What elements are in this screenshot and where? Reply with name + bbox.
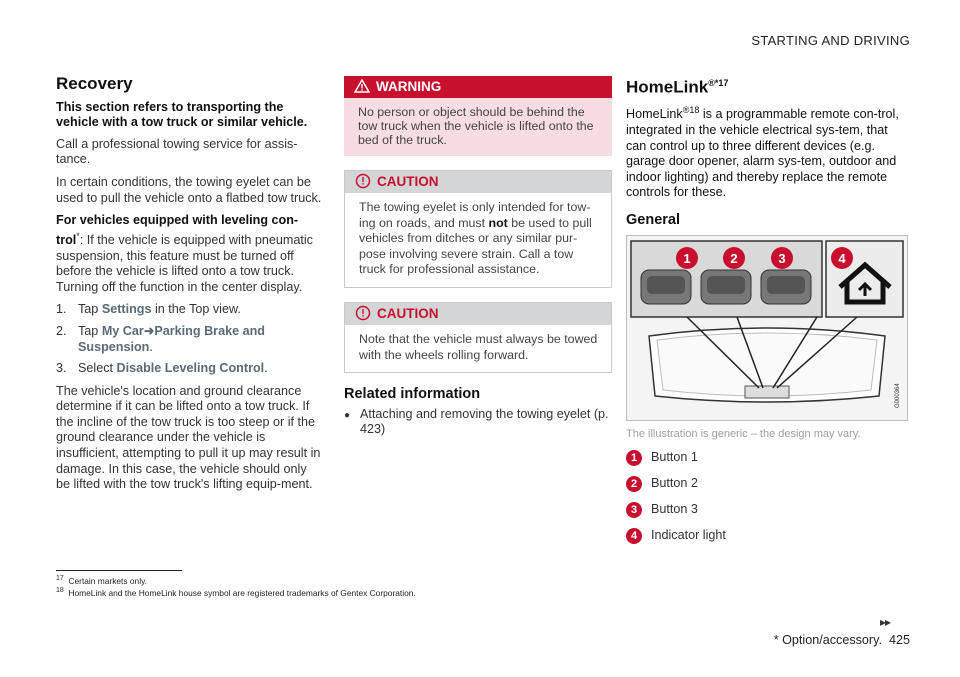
homelink-title-sup: ®*17 (708, 78, 729, 88)
caution-text-1 (345, 193, 611, 287)
step-item (56, 361, 322, 377)
option-star: * (76, 230, 80, 241)
caution-icon (355, 173, 371, 189)
legend-badge: 4 (626, 528, 642, 544)
my-car-link[interactable]: My Car (101, 323, 144, 338)
caution-label-2: CAUTION (377, 305, 439, 321)
warning-text: No person or object should be behind the tow truck when the vehicle is lifted onto the bed of the truck. (344, 98, 612, 156)
related-item[interactable] (344, 407, 612, 438)
leveling-control-heading: For vehicles equipped with leveling con-trol (56, 213, 299, 247)
footnotes (56, 574, 656, 598)
step-item (56, 324, 322, 355)
footnote-number: 17 (56, 575, 64, 582)
page-footer (760, 633, 910, 647)
marker-4: 4 (838, 250, 846, 266)
legend-badge: 3 (626, 502, 642, 518)
caution-box-2 (344, 302, 612, 373)
marker-2: 2 (730, 250, 738, 266)
legend-badge: 1 (626, 450, 642, 466)
homelink-column (626, 76, 909, 554)
caution-bold-not: not (488, 215, 508, 230)
legend-item (626, 502, 909, 518)
step-item (56, 302, 322, 318)
footnote-divider (56, 570, 182, 571)
homelink-title-text: HomeLink (626, 77, 709, 97)
general-title: General (626, 212, 680, 228)
step-text: in the Top view. (151, 302, 241, 317)
legend-label: Button 1 (651, 450, 698, 465)
legend-item (626, 528, 909, 544)
step-text: Select (78, 361, 117, 376)
homelink-panel-illustration (627, 236, 907, 420)
caution-icon (355, 305, 371, 321)
homelink-illustration (626, 235, 908, 421)
disable-leveling-control-link[interactable]: Disable Leveling Control (116, 361, 265, 376)
next-page-icon[interactable]: ▸▸ (880, 615, 891, 629)
legend-badge: 2 (626, 476, 642, 492)
parking-brake-suspension-link[interactable]: Parking Brake and Suspension (78, 323, 265, 354)
legend-label: Button 3 (651, 502, 698, 517)
page-header-section: STARTING AND DRIVING (751, 33, 910, 48)
step-text: . (264, 361, 268, 376)
marker-3: 3 (778, 250, 786, 266)
recovery-lead: This section refers to transporting the vehicle with a tow truck or similar vehicle. (56, 99, 308, 130)
homelink-intro (626, 103, 909, 201)
step-text: Tap (78, 302, 102, 317)
homelink-intro-text: is a programmable remote con-trol, integrated in the vehicle electrical sys-tem, that can control up to three different devices (e.g. garage door opener, alarm sys-tem, outdoor and indoor lighting) and thereby replace the remote controls for these. (626, 107, 899, 200)
legend-label: Button 2 (651, 476, 698, 491)
caution-text-part: The towing eyelet is only intended for tow-ing on roads, and must (359, 200, 591, 230)
settings-link[interactable]: Settings (101, 302, 152, 317)
warning-box (344, 76, 612, 156)
recovery-paragraph-1: Call a professional towing service for assis-tance. (56, 136, 298, 167)
homelink-title (626, 76, 909, 95)
caution-text-part: be used to pull vehicles from ditches or any similar pur-pose involving severe strain. Call a tow truck for professional assistance. (359, 215, 592, 277)
leveling-control-text: : If the vehicle is equipped with pneumatic suspension, this feature must be turned off before the vehicle is lifted onto a tow truck. Turning off the function in the center display. (56, 232, 313, 294)
notices-column (344, 76, 612, 438)
related-link[interactable]: Attaching and removing the towing eyelet (p. 423) (360, 406, 609, 437)
recovery-paragraph-3 (56, 213, 322, 295)
marker-1: 1 (683, 250, 691, 266)
recovery-column (56, 76, 322, 500)
step-number: 1. (56, 302, 67, 317)
step-number: 3. (56, 361, 67, 376)
figure-caption: The illustration is generic – the design may vary. (626, 427, 861, 440)
footnote-text: HomeLink and the HomeLink house symbol are registered trademarks of Gentex Corporation. (68, 587, 416, 598)
footnote-number: 18 (56, 586, 64, 594)
arrow-right-icon: ➜ (143, 323, 155, 338)
legend-item (626, 476, 909, 492)
bullet-icon: ● (344, 409, 351, 421)
homelink-intro-name: HomeLink (626, 107, 683, 122)
related-information-title: Related information (344, 386, 481, 403)
recovery-paragraph-2: In certain conditions, the towing eyelet can be used to pull the vehicle onto a flatbed tow truck. (56, 174, 322, 205)
warning-header (344, 76, 612, 98)
legend-item (626, 450, 909, 466)
caution-box-1 (344, 170, 612, 288)
homelink-intro-sup: ®18 (682, 105, 700, 116)
figure-code: G000364 (895, 382, 901, 408)
page-number: 425 (888, 633, 910, 647)
recovery-title: Recovery (56, 74, 133, 93)
caution-label-1: CAUTION (377, 174, 439, 189)
footnote-text: Certain markets only. (68, 575, 147, 586)
recovery-paragraph-4: The vehicle's location and ground clearance determine if it can be lifted onto a tow truck. If the incline of the tow truck is too steep or if the ground clearance under the vehicle is insufficient, attempting to pull it up may result in damage. In this case, the vehicle should only be lifted with the tow truck's lifting equip-ment. (56, 383, 321, 492)
step-text: . (149, 339, 153, 354)
steps-list (56, 302, 322, 376)
option-accessory-note: * Option/accessory. (773, 633, 882, 647)
warning-label: WARNING (376, 79, 442, 94)
footnote (56, 574, 656, 586)
legend-label: Indicator light (651, 528, 726, 543)
step-text: Tap (78, 323, 102, 338)
step-number: 2. (56, 323, 67, 338)
caution-header-1 (345, 171, 611, 193)
caution-text-2: Note that the vehicle must always be towed with the wheels rolling forward. (359, 331, 598, 362)
warning-triangle-icon (354, 79, 370, 93)
caution-header-2 (345, 303, 611, 325)
footnote (56, 586, 656, 598)
